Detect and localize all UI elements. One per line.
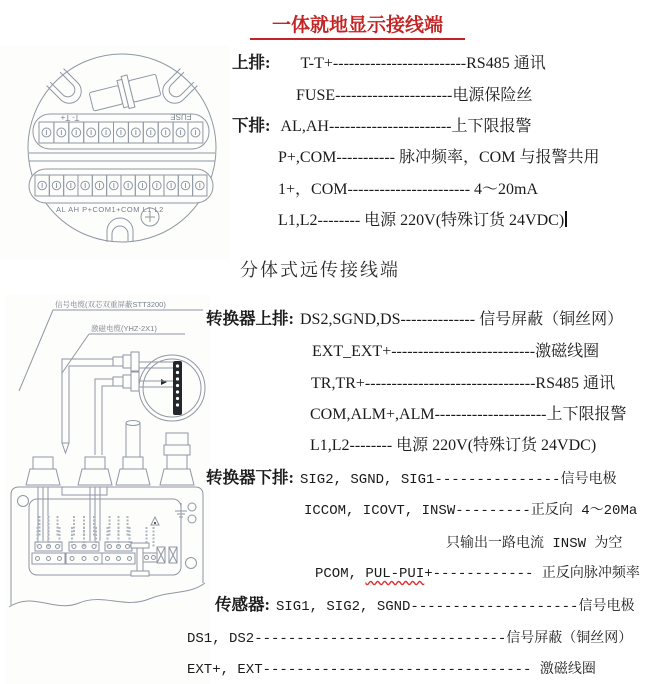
sensor-terminal-strip [173,361,182,415]
ground-symbol [175,503,196,523]
row-text: 1+，COM----------------------- 4～20mA [278,181,539,198]
row-text: L1,L2-------- 电源 220V(特殊订货 24VDC) [278,212,565,229]
row-label: 转换器上排: [206,309,294,328]
wiring-row [315,563,640,584]
wiring-row [278,211,567,231]
row-text: L1,L2-------- 电源 220V(特殊订货 24VDC) [310,437,597,454]
row-text: DS1, DS2------------------------------信号屏蔽（铜丝网） [187,631,633,647]
converter-box [9,487,205,607]
box-gland-4 [160,433,194,485]
row-text: ICCOM, ICOVT, INSW---------正反向 4～20Ma [304,503,638,519]
row-text: P+,COM----------- 脉冲频率，COM 与报警共用 [278,149,600,166]
row-text: PCOM, [315,566,366,582]
capacitor-pair [157,547,177,563]
strip-label-bottom: AL AH P+COM1+COM L1 L2 [56,205,164,214]
wiring-row [304,500,637,521]
box-gland-2 [78,457,112,485]
internal-wires [38,487,107,541]
row-text: EXT+, EXT-------------------------------- 激磁线圈 [187,662,596,678]
u-slot-top-left [47,69,87,109]
sensor-gland-upper [113,352,139,371]
sensor-gland-lower [113,372,139,391]
u-slot-top-right [158,69,198,109]
box-gland-3 [116,421,150,486]
connector-plug [87,68,162,117]
remote-terminal-diagram [5,295,210,684]
wiring-row [278,180,538,200]
wiring-row [310,436,596,456]
wiring-row [215,595,634,617]
wiring-row [187,628,632,649]
round-cover-drawing [0,45,230,260]
sensor-head [139,355,205,421]
row-text: SIG2, SGND, SIG1---------------信号电极 [300,472,617,488]
terminal-strip-top [33,112,209,149]
torn-edge-wave [9,583,205,607]
wiring-row [311,374,615,394]
page-title-remote: 分体式远传接线端 [240,260,400,280]
row-label: 转换器下排: [206,468,294,487]
wiring-row [278,148,599,168]
terminal-strip-bottom [29,169,213,214]
strip-label-fuse: FUSE [170,112,192,121]
wiring-row [206,309,623,330]
signal-cable-label: 信号电缆(双芯双重屏蔽STT3200) [55,300,166,309]
spellcheck-word: PUL-PUI [365,566,425,582]
excitation-cable-label: 激磁电缆(YHZ-2X1) [91,324,157,333]
integrated-terminal-diagram [0,45,230,260]
wiring-row [296,86,532,106]
row-text: COM,ALM+,ALM---------------------上下限报警 [310,406,627,423]
corner-screw [186,558,197,569]
row-text: TR,TR+--------------------------------RS485 通讯 [311,375,615,392]
wiring-row [446,533,622,554]
row-text: +------------ 正反向脉冲频率 [424,566,640,582]
row-label: 上排: [232,53,271,72]
row-text: FUSE----------------------电源保险丝 [296,87,533,104]
page-title-integrated: 一体就地显示接线端 [250,10,465,40]
row-text: EXT_EXT+---------------------------激磁线圈 [312,343,600,360]
wiring-row [232,116,532,137]
wiring-row [187,659,596,680]
wiring-row [206,468,616,490]
strip-label-tt: T- T+ [60,113,80,122]
row-text: AL,AH-----------------------上下限报警 [280,118,532,135]
sensor-pointer [161,379,167,385]
wiring-row [310,405,626,425]
box-gland-1 [26,457,60,485]
remote-box-drawing [5,295,210,684]
row-text: SIG1, SIG2, SGND--------------------信号电极 [276,599,635,615]
u-slot-bottom [107,218,133,242]
corner-screw [18,496,29,507]
cable-runs [62,359,113,455]
text-cursor [565,211,567,227]
row-text: T-T+-------------------------RS485 通讯 [300,55,546,72]
wiring-row [312,342,599,362]
row-text: DS2,SGND,DS-------------- 信号屏蔽（铜丝网） [300,311,624,328]
row-text: 只输出一路电流 INSW 为空 [446,536,623,552]
wiring-row [232,53,546,74]
row-label: 传感器: [215,595,270,614]
row-label: 下排: [232,116,271,135]
